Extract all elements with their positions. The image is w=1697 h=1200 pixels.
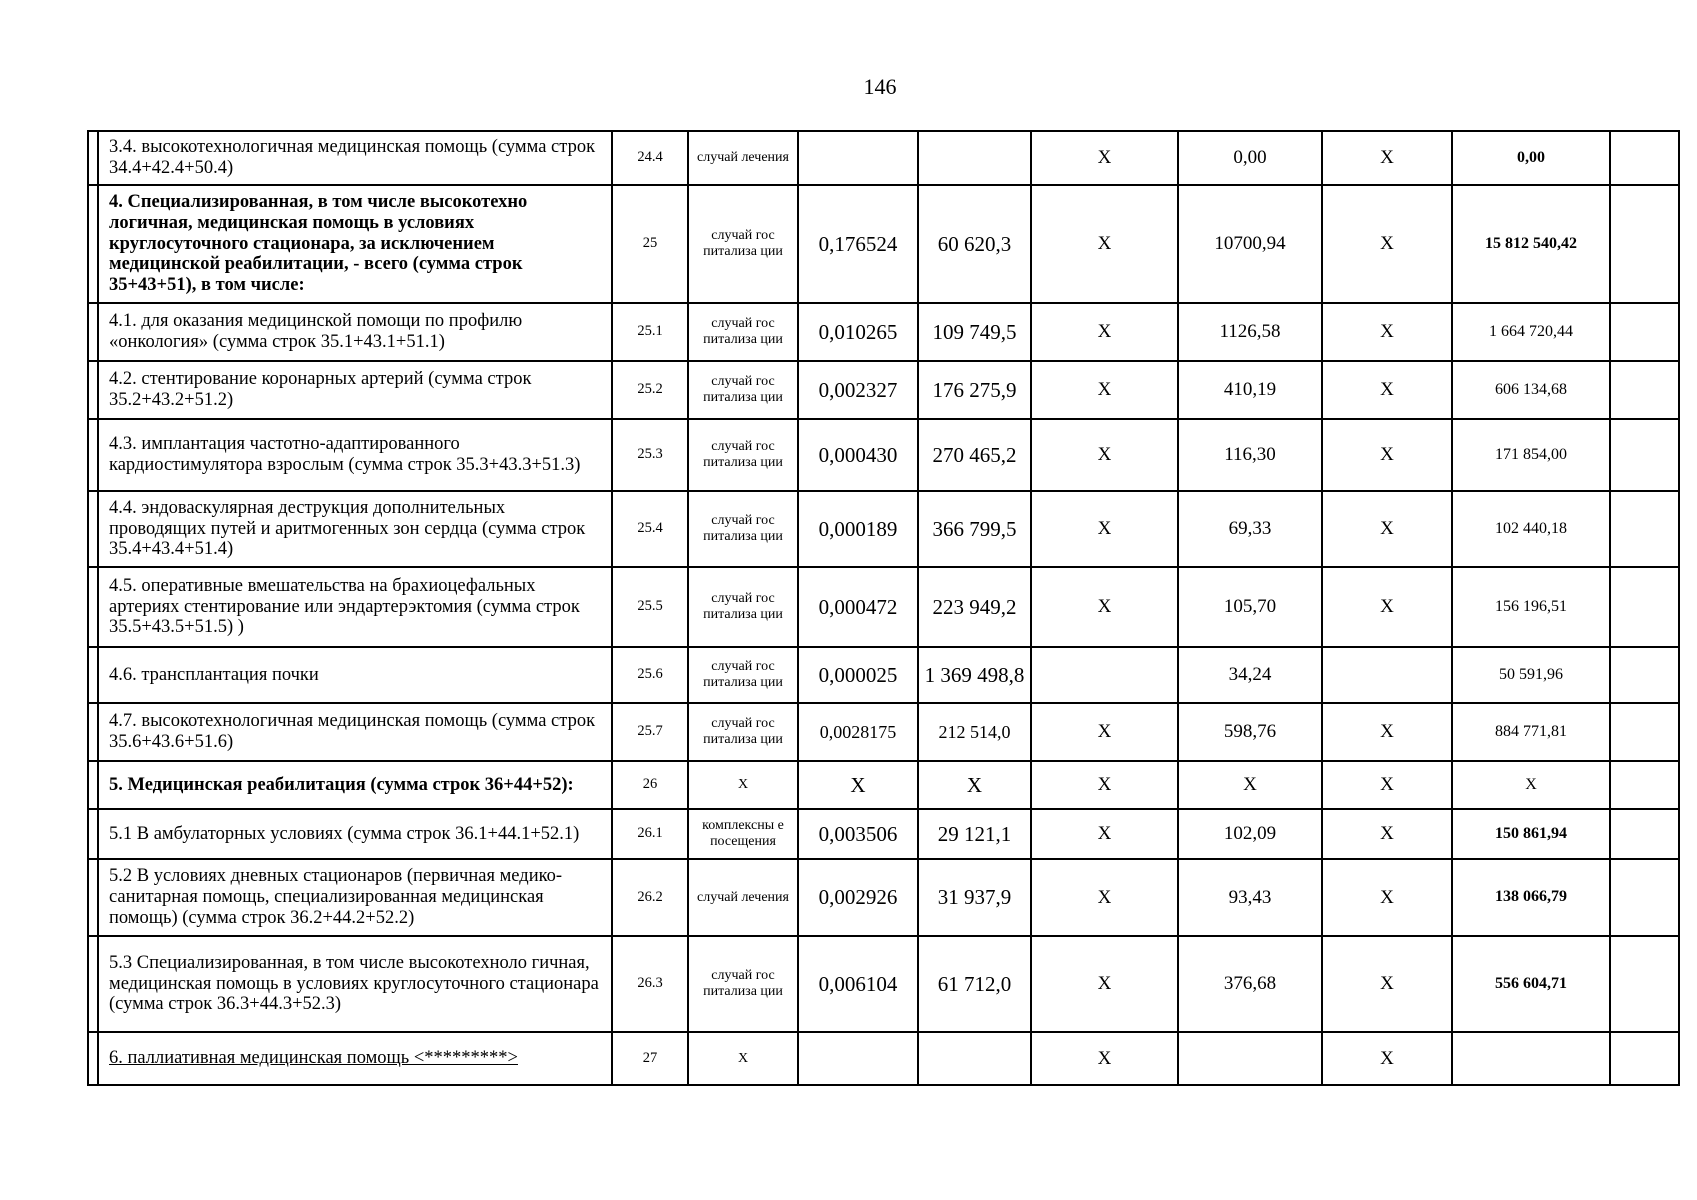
row-col6-text: Х [1097, 596, 1112, 618]
left-margin-cell [88, 809, 98, 859]
row-col6-text: Х [1097, 1047, 1112, 1069]
left-margin-cell [88, 761, 98, 809]
row-col7 [1178, 491, 1322, 567]
row-col7 [1178, 936, 1322, 1032]
row-col8-text: Х [1380, 444, 1394, 466]
row-unit [688, 859, 798, 936]
row-cost [918, 936, 1031, 1032]
row-unit-text: случай гос питализа ции [703, 316, 783, 347]
row-col6-text: Х [1097, 233, 1112, 255]
row-col8-text: Х [1380, 973, 1394, 995]
table-row [88, 419, 1679, 491]
row-name-text: 3.4. высокотехнологичная медицинская помощь (сумма строк 34.4+42.4+50.4) [109, 137, 596, 178]
row-extra [1610, 185, 1679, 303]
row-col6 [1031, 419, 1178, 491]
row-cost-text: 60 620,3 [937, 231, 1012, 256]
row-col6-text: Х [1097, 721, 1112, 743]
row-name [98, 703, 612, 761]
row-total [1452, 1032, 1610, 1085]
cost-table [87, 130, 1680, 1086]
row-col8 [1322, 303, 1452, 361]
row-col6 [1031, 761, 1178, 809]
table-row [88, 303, 1679, 361]
left-margin-cell [88, 1032, 98, 1085]
row-col6-text: Х [1097, 518, 1112, 540]
row-total [1452, 859, 1610, 936]
row-col8 [1322, 567, 1452, 647]
row-name [98, 809, 612, 859]
row-cost [918, 419, 1031, 491]
row-col6 [1031, 361, 1178, 419]
row-col7 [1178, 303, 1322, 361]
row-col7 [1178, 419, 1322, 491]
row-col8-text: Х [1380, 774, 1394, 796]
row-col7-text: 0,00 [1233, 147, 1267, 169]
row-cost-text: 176 275,9 [932, 377, 1017, 402]
left-margin-cell [88, 936, 98, 1032]
row-name [98, 419, 612, 491]
row-unit [688, 936, 798, 1032]
row-col6-text: Х [1097, 823, 1112, 845]
left-margin-cell [88, 361, 98, 419]
row-name [98, 361, 612, 419]
page-number: 146 [863, 74, 897, 99]
row-total [1452, 761, 1610, 809]
row-name-text: 4.1. для оказания медицинской помощи по профилю «онкология» (сумма строк 35.1+43.1+51.1) [109, 311, 523, 352]
row-norm-text: 0,000189 [818, 516, 898, 541]
row-name-text: 4.6. трансплантация почки [109, 664, 319, 685]
row-col8-text: Х [1380, 147, 1394, 169]
row-cost [918, 1032, 1031, 1085]
row-norm [798, 1032, 918, 1085]
row-col7-text: 376,68 [1223, 973, 1277, 995]
row-cost [918, 303, 1031, 361]
row-code [612, 419, 688, 491]
row-norm [798, 936, 918, 1032]
row-norm [798, 131, 918, 185]
row-cost-text: 29 121,1 [937, 821, 1012, 846]
row-col8 [1322, 419, 1452, 491]
row-cost-text: 212 514,0 [938, 721, 1011, 742]
row-norm-text: 0,002327 [818, 377, 898, 402]
row-col8-text: Х [1380, 518, 1394, 540]
row-code-text: 26.3 [637, 975, 663, 992]
row-unit-text: случай гос питализа ции [703, 228, 783, 259]
row-col7-text: 10700,94 [1214, 233, 1286, 255]
row-col6 [1031, 1032, 1178, 1085]
row-total [1452, 131, 1610, 185]
row-norm-text: 0,003506 [818, 821, 898, 846]
row-cost-text: 366 799,5 [932, 516, 1017, 541]
row-extra [1610, 361, 1679, 419]
row-unit-text: комплексны е посещения [702, 818, 784, 849]
row-norm [798, 185, 918, 303]
row-total [1452, 647, 1610, 703]
row-total-text: 138 066,79 [1495, 888, 1567, 906]
row-unit [688, 419, 798, 491]
row-norm-text: 0,000430 [818, 442, 898, 467]
row-unit [688, 303, 798, 361]
row-col7-text: 93,43 [1228, 886, 1272, 908]
table-row [88, 131, 1679, 185]
row-col6 [1031, 936, 1178, 1032]
row-col6 [1031, 185, 1178, 303]
row-col7 [1178, 185, 1322, 303]
row-unit-text: случай гос питализа ции [703, 374, 783, 405]
table-row [88, 809, 1679, 859]
row-cost [918, 703, 1031, 761]
row-code-text: 25.6 [637, 666, 663, 683]
row-extra [1610, 1032, 1679, 1085]
row-code-text: 25.4 [637, 520, 663, 537]
row-col6 [1031, 859, 1178, 936]
table-row [88, 567, 1679, 647]
row-cost-text: 31 937,9 [937, 885, 1012, 910]
row-name [98, 1032, 612, 1085]
row-norm [798, 361, 918, 419]
row-unit-text: случай лечения [697, 150, 789, 166]
row-name-text: 4. Специализированная, в том числе высокотехно логичная, медицинская помощь в условиях круглосуточного стационара, за исключением медицинской реабилитации, - всего (сумма строк 35+43+51), в том числе: [109, 191, 528, 296]
row-name [98, 185, 612, 303]
row-name-text: 5.1 В амбулаторных условиях (сумма строк 36.1+44.1+52.1) [109, 823, 580, 844]
row-col7 [1178, 131, 1322, 185]
row-col8 [1322, 131, 1452, 185]
row-col8 [1322, 761, 1452, 809]
row-unit [688, 703, 798, 761]
table-row [88, 936, 1679, 1032]
row-cost [918, 859, 1031, 936]
row-code-text: 26.1 [637, 825, 663, 842]
row-unit-text: случай гос питализа ции [703, 968, 783, 999]
row-cost-text: Х [966, 772, 983, 797]
row-name [98, 859, 612, 936]
row-code-text: 27 [642, 1049, 658, 1066]
row-col7 [1178, 703, 1322, 761]
table-row [88, 185, 1679, 303]
row-name-text: 5.3 Специализированная, в том числе высокотехноло гичная, медицинская помощь в условиях круглосуточного стационара (сумма строк 36.3+44.3+52.3) [109, 952, 599, 1015]
row-unit [688, 567, 798, 647]
row-unit-text: Х [737, 1050, 749, 1066]
row-total-text: 156 196,51 [1495, 597, 1567, 615]
row-total-text: 102 440,18 [1495, 519, 1567, 537]
row-code-text: 24.4 [637, 149, 663, 166]
row-code-text: 25.1 [637, 323, 663, 340]
row-col6 [1031, 303, 1178, 361]
row-code [612, 647, 688, 703]
row-col8 [1322, 1032, 1452, 1085]
left-margin-cell [88, 703, 98, 761]
row-col8 [1322, 859, 1452, 936]
row-col6-text: Х [1097, 321, 1112, 343]
row-col8-text: Х [1380, 379, 1394, 401]
row-cost-text: 109 749,5 [932, 319, 1017, 344]
row-unit [688, 185, 798, 303]
row-name-text: 5.2 В условиях дневных стационаров (первичная медико-санитарная помощь, специализированная медицинская помощь) (сумма строк 36.2+44.2+52.2) [109, 866, 563, 928]
row-code [612, 703, 688, 761]
table-row [88, 761, 1679, 809]
left-margin-cell [88, 859, 98, 936]
row-col8 [1322, 809, 1452, 859]
row-extra [1610, 761, 1679, 809]
row-col7 [1178, 1032, 1322, 1085]
row-unit-text: Х [737, 777, 749, 793]
row-cost-text: 223 949,2 [932, 594, 1017, 619]
row-extra [1610, 859, 1679, 936]
row-total [1452, 419, 1610, 491]
row-total-text: 1 664 720,44 [1489, 322, 1573, 340]
row-code [612, 761, 688, 809]
row-col7-text: 410,19 [1223, 379, 1277, 401]
row-col6-text: Х [1097, 774, 1112, 796]
row-code-text: 26 [642, 776, 658, 793]
row-col7-text: 34,24 [1228, 664, 1272, 686]
row-norm [798, 703, 918, 761]
row-col8-text: Х [1380, 233, 1394, 255]
row-cost [918, 761, 1031, 809]
row-code [612, 361, 688, 419]
row-name [98, 491, 612, 567]
row-extra [1610, 647, 1679, 703]
row-name [98, 567, 612, 647]
row-unit-text: случай лечения [697, 889, 789, 905]
row-unit [688, 1032, 798, 1085]
left-margin-cell [88, 185, 98, 303]
row-unit-text: случай гос питализа ции [703, 439, 783, 470]
table-body [88, 131, 1679, 1085]
row-total-text: 884 771,81 [1495, 722, 1567, 740]
row-name [98, 761, 612, 809]
row-total [1452, 361, 1610, 419]
row-unit [688, 809, 798, 859]
row-cost-text: 1 369 498,8 [924, 662, 1025, 687]
left-margin-cell [88, 567, 98, 647]
row-norm-text: 0,006104 [818, 971, 898, 996]
row-total-text: 50 591,96 [1499, 665, 1563, 683]
row-total-text: 0,00 [1517, 148, 1545, 166]
row-code-text: 25 [642, 235, 658, 252]
row-col7-text: 69,33 [1228, 518, 1272, 540]
row-norm [798, 303, 918, 361]
row-norm [798, 491, 918, 567]
row-extra [1610, 936, 1679, 1032]
row-norm [798, 419, 918, 491]
row-col8-text: Х [1380, 321, 1394, 343]
row-total [1452, 809, 1610, 859]
row-col8 [1322, 703, 1452, 761]
row-total-text: 556 604,71 [1495, 974, 1567, 992]
row-code-text: 25.7 [637, 723, 663, 740]
row-extra [1610, 491, 1679, 567]
row-col8 [1322, 647, 1452, 703]
row-col8-text: Х [1380, 886, 1394, 908]
row-total [1452, 567, 1610, 647]
row-col8-text: Х [1380, 823, 1394, 845]
row-total-text: 15 812 540,42 [1485, 234, 1577, 252]
row-cost [918, 185, 1031, 303]
row-code [612, 1032, 688, 1085]
row-code [612, 859, 688, 936]
row-code [612, 567, 688, 647]
row-col7-text: 1126,58 [1219, 321, 1281, 343]
row-col7-text: 102,09 [1223, 823, 1277, 845]
left-margin-cell [88, 131, 98, 185]
row-extra [1610, 303, 1679, 361]
row-cost [918, 491, 1031, 567]
row-code [612, 809, 688, 859]
row-code [612, 936, 688, 1032]
row-norm [798, 809, 918, 859]
row-norm-text: Х [850, 772, 866, 797]
left-margin-cell [88, 419, 98, 491]
row-norm [798, 647, 918, 703]
row-col6 [1031, 809, 1178, 859]
row-col6 [1031, 131, 1178, 185]
row-col8-text: Х [1380, 1047, 1394, 1069]
row-name [98, 303, 612, 361]
row-col7-text: 116,30 [1224, 444, 1276, 466]
row-total-text: Х [1525, 775, 1537, 793]
row-col8 [1322, 361, 1452, 419]
row-norm [798, 761, 918, 809]
row-code [612, 491, 688, 567]
row-code [612, 131, 688, 185]
table-row [88, 647, 1679, 703]
row-name-text: 5. Медицинская реабилитация (сумма строк 36+44+52): [109, 774, 574, 795]
row-name [98, 936, 612, 1032]
row-col7-text: Х [1243, 774, 1257, 796]
row-cost [918, 809, 1031, 859]
row-extra [1610, 567, 1679, 647]
left-margin-cell [88, 491, 98, 567]
row-extra [1610, 419, 1679, 491]
row-name-text: 4.4. эндоваскулярная деструкция дополнительных проводящих путей и аритмогенных зон сердца (сумма строк 35.4+43.4+51.4) [109, 497, 586, 560]
table-row [88, 859, 1679, 936]
row-norm-text: 0,000025 [818, 662, 898, 687]
row-unit-text: случай гос питализа ции [703, 513, 783, 544]
row-norm-text: 0,176524 [818, 231, 898, 256]
row-norm-text: 0,010265 [818, 319, 898, 344]
row-col8-text: Х [1380, 721, 1394, 743]
row-col8 [1322, 936, 1452, 1032]
row-total-text: 171 854,00 [1495, 445, 1567, 463]
row-col6 [1031, 647, 1178, 703]
row-unit-text: случай гос питализа ции [703, 716, 783, 747]
row-col6 [1031, 567, 1178, 647]
row-norm-text: 0,002926 [818, 885, 898, 910]
row-col8-text: Х [1380, 596, 1394, 618]
row-col6-text: Х [1097, 379, 1112, 401]
row-cost [918, 567, 1031, 647]
table-row [88, 491, 1679, 567]
row-code [612, 303, 688, 361]
row-col7 [1178, 761, 1322, 809]
row-col6 [1031, 491, 1178, 567]
row-col7 [1178, 361, 1322, 419]
row-extra [1610, 809, 1679, 859]
row-total [1452, 185, 1610, 303]
row-unit [688, 491, 798, 567]
row-col7 [1178, 647, 1322, 703]
left-margin-cell [88, 647, 98, 703]
row-total [1452, 703, 1610, 761]
row-col6-text: Х [1097, 147, 1112, 169]
row-unit [688, 647, 798, 703]
row-col6-text: Х [1097, 886, 1112, 908]
row-name-text: 6. паллиативная медицинская помощь <*********> [109, 1048, 518, 1069]
row-name-text: 4.2. стентирование коронарных артерий (сумма строк 35.2+43.2+51.2) [109, 369, 532, 410]
row-col6 [1031, 703, 1178, 761]
row-col7-text: 598,76 [1223, 721, 1277, 743]
row-code-text: 25.5 [637, 598, 663, 615]
row-cost-text: 270 465,2 [932, 442, 1017, 467]
row-total-text: 150 861,94 [1495, 824, 1567, 842]
row-cost [918, 647, 1031, 703]
table-row [88, 703, 1679, 761]
row-norm-text: 0,000472 [818, 594, 898, 619]
row-cost [918, 131, 1031, 185]
row-norm [798, 859, 918, 936]
row-extra [1610, 703, 1679, 761]
row-norm [798, 567, 918, 647]
row-col6-text: Х [1097, 444, 1112, 466]
row-name [98, 131, 612, 185]
row-unit-text: случай гос питализа ции [703, 659, 783, 690]
table-row [88, 361, 1679, 419]
row-code [612, 185, 688, 303]
row-unit-text: случай гос питализа ции [703, 591, 783, 622]
row-name-text: 4.3. имплантация частотно-адаптированного кардиостимулятора взрослым (сумма строк 35.3+43.3+51.3) [109, 434, 581, 475]
row-col7 [1178, 809, 1322, 859]
row-col8 [1322, 491, 1452, 567]
table-row [88, 1032, 1679, 1085]
row-cost [918, 361, 1031, 419]
row-total [1452, 303, 1610, 361]
row-cost-text: 61 712,0 [937, 971, 1012, 996]
row-code-text: 25.2 [637, 381, 663, 398]
row-unit [688, 761, 798, 809]
row-col6-text: Х [1097, 973, 1112, 995]
row-name [98, 647, 612, 703]
row-norm-text: 0,0028175 [819, 721, 897, 742]
left-margin-cell [88, 303, 98, 361]
row-code-text: 26.2 [637, 888, 663, 905]
row-unit [688, 361, 798, 419]
row-col7-text: 105,70 [1223, 596, 1277, 618]
row-extra [1610, 131, 1679, 185]
row-unit [688, 131, 798, 185]
row-total-text: 606 134,68 [1495, 380, 1567, 398]
row-name-text: 4.7. высокотехнологичная медицинская помощь (сумма строк 35.6+43.6+51.6) [109, 711, 596, 752]
row-total [1452, 491, 1610, 567]
row-col8 [1322, 185, 1452, 303]
row-name-text: 4.5. оперативные вмешательства на брахиоцефальных артериях стентирование или эндартерэктомия (сумма строк 35.5+43.5+51.5) ) [109, 575, 580, 638]
row-total [1452, 936, 1610, 1032]
row-col7 [1178, 567, 1322, 647]
row-code-text: 25.3 [637, 446, 663, 463]
row-col7 [1178, 859, 1322, 936]
